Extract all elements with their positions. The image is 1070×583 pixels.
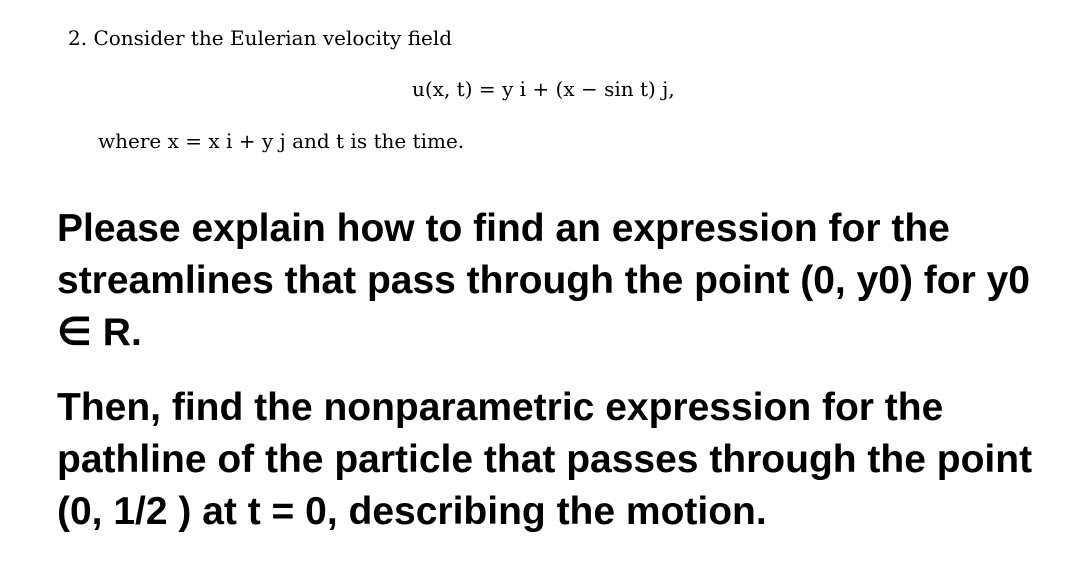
velocity-field-equation: u(x, t) = y i + (x − sin t) j, [412, 77, 675, 101]
question-pathline: Then, find the nonparametric expression for the pathline of the particle that passes through the point (0, 1/2 ) at t = 0, describing the motion. [57, 386, 1033, 533]
where-clause: where x = x i + y j and t is the time. [98, 129, 465, 153]
problem-statement: 2. Consider the Eulerian velocity field [68, 26, 453, 50]
question-streamlines: Please explain how to find an expression for the streamlines that pass through the point (0, y0) for y0 ∈ R. [57, 207, 1031, 354]
